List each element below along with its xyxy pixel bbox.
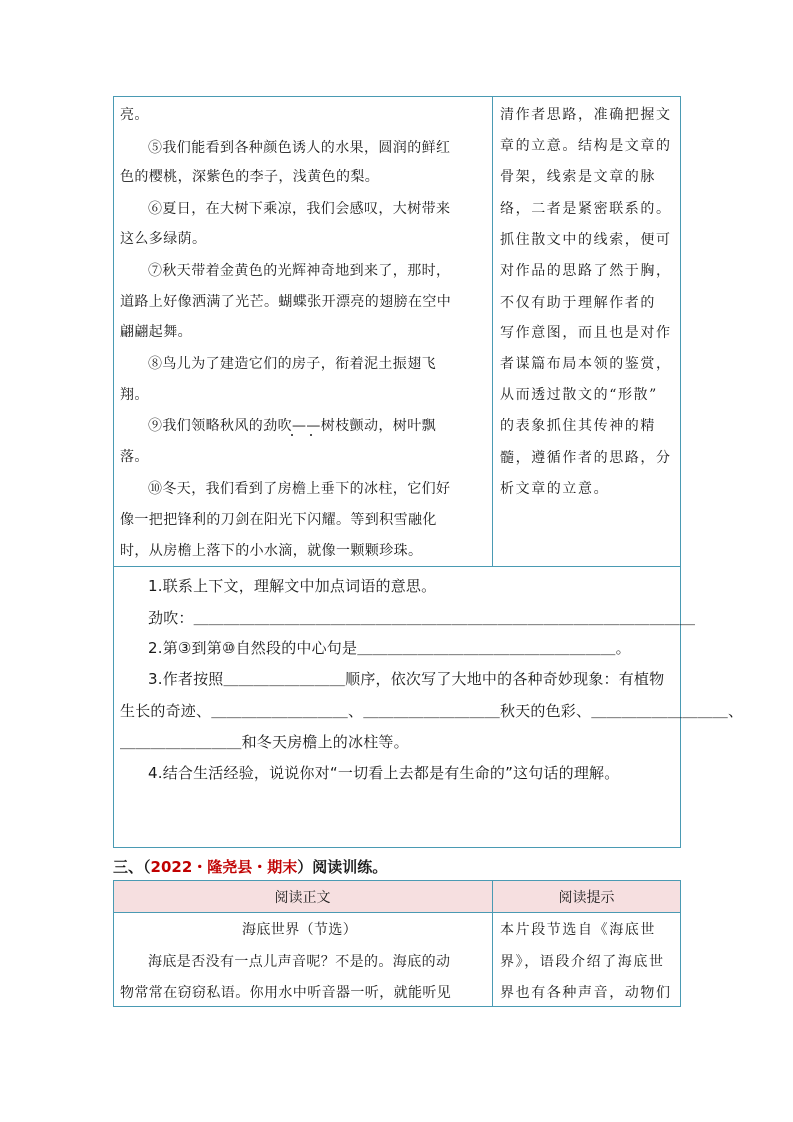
tip-line: 章的立意。结构是文章的 — [500, 138, 672, 154]
section-heading — [113, 856, 387, 877]
section-prefix: 三、（ — [113, 858, 151, 876]
question-3-line[interactable]: 生长的奇迹、＿＿＿＿＿＿＿＿＿、＿＿＿＿＿＿＿＿＿秋天的色彩、＿＿＿＿＿＿＿＿＿、 — [120, 702, 744, 720]
tip-line: 对作品的思路了然于胸， — [500, 263, 672, 279]
passage-line: 翩翩起舞。 — [120, 324, 192, 340]
emphasis-dot — [291, 434, 293, 436]
tip-line: 抓住散文中的线索，便可 — [500, 232, 672, 248]
tip-line: 骨架，线索是文章的脉 — [500, 169, 656, 185]
tip-line: 络，二者是紧密联系的。 — [500, 201, 672, 217]
question-4: 4.结合生活经验，说说你对“一切看上去都是有生命的”这句话的理解。 — [148, 764, 620, 782]
passage-line: ⑨我们领略秋风的劲吹——树枝颤动，树叶飘 — [148, 418, 436, 434]
passage-line: 落。 — [120, 449, 149, 465]
tip-line: 从而透过散文的“形散” — [500, 387, 658, 403]
passage-line: ⑧鸟儿为了建造它们的房子，衔着泥土振翅飞 — [148, 356, 436, 372]
passage-line: 这么多绿荫。 — [120, 231, 207, 247]
table-header-divider — [113, 912, 681, 913]
table-column-divider — [492, 96, 493, 566]
question-3-line[interactable]: ＿＿＿＿＿＿＿＿和冬天房檐上的冰柱等。 — [120, 733, 409, 751]
passage-line: 道路上好像洒满了光芒。蝴蝶张开漂亮的翅膀在空中 — [120, 294, 452, 310]
tip-line: 界》，语段介绍了海底世 — [500, 954, 665, 970]
table-row-divider — [113, 566, 681, 567]
question-1-answer-blank[interactable]: 劲吹：＿＿＿＿＿＿＿＿＿＿＿＿＿＿＿＿＿＿＿＿＿＿＿＿＿＿＿＿＿＿＿＿＿ — [148, 609, 696, 627]
passage-line: ⑦秋天带着金黄色的光辉神奇地到来了，那时， — [148, 263, 451, 279]
tip-line: 者谋篇布局本领的鉴赏， — [500, 356, 672, 372]
tip-line: 本片段节选自《海底世 — [500, 922, 656, 938]
question-3-line[interactable]: 3.作者按照＿＿＿＿＿＿＿＿顺序，依次写了大地中的各种奇妙现象：有植物 — [148, 670, 665, 688]
section-source: 2022・隆尧县・期末 — [150, 858, 298, 876]
tip-line: 清作者思路，准确把握文 — [500, 107, 672, 123]
passage-line: ⑥夏日，在大树下乘凉，我们会感叹，大树带来 — [148, 201, 451, 217]
passage-line: 像一把把锋利的刀剑在阳光下闪耀。等到积雪融化 — [120, 512, 437, 528]
passage-line: ⑤我们能看到各种颜色诱人的水果，圆润的鲜红 — [148, 140, 451, 156]
passage-line: 物常常在窃窃私语。你用水中听音器一听，就能听见 — [120, 985, 452, 1001]
tip-line: 髓，遵循作者的思路，分 — [500, 450, 672, 466]
header-reading-text: 阅读正文 — [274, 890, 331, 906]
tip-line: 写作意图，而且也是对作 — [500, 325, 672, 341]
passage-line: 亮。 — [120, 107, 149, 123]
passage-line: ⑩冬天，我们看到了房檐上垂下的冰柱，它们好 — [148, 481, 451, 497]
question-1: 1.联系上下文，理解文中加点词语的意思。 — [148, 577, 437, 595]
passage-title: 海底世界（节选） — [242, 922, 358, 938]
tip-line: 的表象抓住其传神的精 — [500, 418, 656, 434]
tip-line: 界也有各种声音，动物们 — [500, 985, 672, 1001]
header-reading-tip: 阅读提示 — [558, 890, 615, 906]
tip-line: 析文章的立意。 — [500, 481, 610, 497]
tip-line: 不仅有助于理解作者的 — [500, 295, 656, 311]
passage-line: 翔。 — [120, 387, 149, 403]
passage-line: 海底是否没有一点儿声音呢？不是的。海底的动 — [148, 954, 451, 970]
passage-line: 时，从房檐上落下的小水滴，就像一颗颗珍珠。 — [120, 543, 423, 559]
question-2[interactable]: 2.第③到第⑩自然段的中心句是＿＿＿＿＿＿＿＿＿＿＿＿＿＿＿＿＿。 — [148, 639, 631, 657]
passage-line: 色的樱桃，深紫色的李子，浅黄色的梨。 — [120, 169, 380, 185]
section-suffix: ）阅读训练。 — [297, 858, 388, 876]
emphasis-dot — [310, 434, 312, 436]
